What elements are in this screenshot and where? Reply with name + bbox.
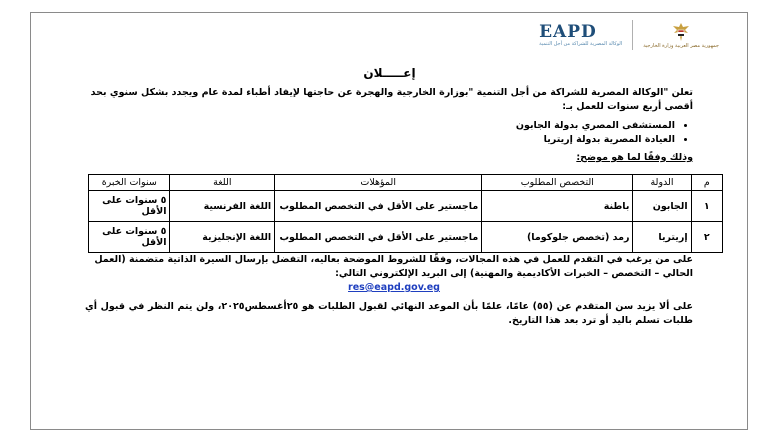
row-experience: ٥ سنوات على الأقل <box>89 222 170 253</box>
row-index: ١ <box>691 191 722 222</box>
jobs-table <box>88 174 723 253</box>
locations-list <box>67 119 693 147</box>
table-intro: وذلك وفقًا لما هو موضح: <box>576 152 693 163</box>
row-specialty: باطنة <box>482 191 633 222</box>
eagle-emblem-icon <box>670 21 692 43</box>
apply-instructions: على من يرغب في التقدم للعمل في هذه المجالات، وفقًا للشروط الموضحة بعاليه، التفضل بإرسال السيرة الذاتية متضمنة (العمل الحالي – التخصص – الخبرات الأكاديمية والمهنية) إلى البريد الإلكتروني التالي: <box>94 254 693 279</box>
row-country: إريتريا <box>633 222 691 253</box>
list-item: • العيادة المصرية بدولة إريتريا <box>67 133 675 147</box>
header-experience: سنوات الخبرة <box>89 175 170 191</box>
row-language: اللغة الإنجليزية <box>170 222 275 253</box>
list-item: • المستشفى المصري بدولة الجابون <box>67 119 675 133</box>
egypt-emblem <box>643 21 719 49</box>
emblem-subtitle: جمهورية مصر العربية وزارة الخارجية <box>643 43 719 49</box>
header-qualifications: المؤهلات <box>275 175 482 191</box>
row-index: ٢ <box>691 222 722 253</box>
announcement-title: إعـــــلان <box>363 66 416 80</box>
deadline-paragraph: على ألا يزيد سن المتقدم عن (٥٥) عامًا، علمًا بأن الموعد النهائي لقبول الطلبات هو ٢٥أغسطس٢٠٢٥، ولن يتم النظر في قبول أي طلبات تسلم باليد أو ترد بعد هذا التاريخ. <box>85 301 693 326</box>
row-country: الجابون <box>633 191 691 222</box>
eapd-logo <box>539 21 623 47</box>
logo-divider <box>632 20 633 50</box>
email-line <box>109 281 679 295</box>
header-logos <box>539 18 719 52</box>
table-row <box>89 191 723 222</box>
table-row <box>89 222 723 253</box>
header-country: الدولة <box>633 175 691 191</box>
row-specialty: رمد (تخصص جلوكوما) <box>482 222 633 253</box>
row-qualifications: ماجستير على الأقل في التخصص المطلوب <box>275 191 482 222</box>
eapd-logo-text: EAPD <box>539 21 597 42</box>
intro-paragraph: تعلن "الوكالة المصرية للشراكة من أجل التنمية "بوزارة الخارجية والهجرة عن حاجتها لإيفاد أطباء لمدة عام ويجدد بشكل سنوي بحد أقصى أربع سنوات للعمل بـ: <box>90 87 693 112</box>
row-language: اللغة الفرنسية <box>170 191 275 222</box>
row-experience: ٥ سنوات على الأقل <box>89 191 170 222</box>
eapd-logo-subtitle: الوكالة المصرية للشراكة من أجل التنمية <box>539 40 623 47</box>
header-specialty: التخصص المطلوب <box>482 175 633 191</box>
email-link[interactable]: res@eapd.gov.eg <box>348 282 440 293</box>
header-index: م <box>691 175 722 191</box>
table-header-row <box>89 175 723 191</box>
header-language: اللغة <box>170 175 275 191</box>
row-qualifications: ماجستير على الأقل في التخصص المطلوب <box>275 222 482 253</box>
